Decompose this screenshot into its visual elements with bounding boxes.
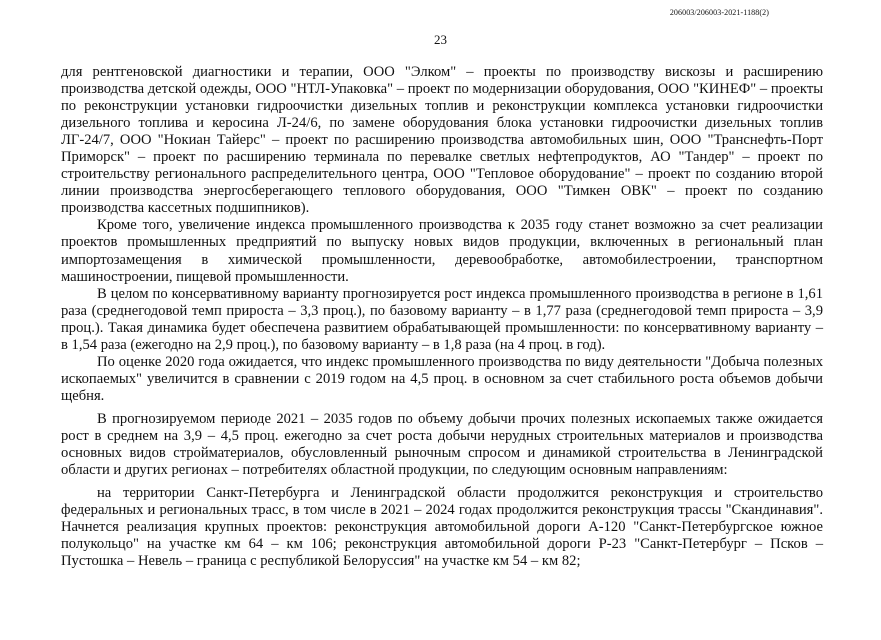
paragraph: на территории Санкт-Петербурга и Ленинградской области продолжится реконструкция и строительство федеральных и региональных трасс, в том числе в 2021 – 2024 годах продолжится реконструкция трассы "Скандинавия". Начнется реализация крупных проектов: реконструкция автомобильной дороги А-120 "Санкт-Петербургское южное полукольцо" на участке км 64 – км 106; реконструкция автомобильной дороги Р-23 "Санкт-Петербург – Псков – Пустошка – Невель – граница с республикой Белоруссия" на участке км 54 – км 82; xyxy=(61,485,823,570)
paragraph: В целом по консервативному варианту прогнозируется рост индекса промышленного производства в регионе в 1,61 раза (среднегодовой темп прироста – 3,3 проц.), по базовому варианту – в 1,77 раза (среднегодовой темп прироста – 3,9 проц.). Такая динамика будет обеспечена развитием обрабатывающей промышленности: по консервативному варианту – в 1,54 раза (ежегодно на 2,9 проц.), по базовому варианту – в 1,8 раза (на 4 проц. в год). xyxy=(61,285,823,353)
document-id: 206003/206003-2021-1188(2) xyxy=(669,8,769,17)
document-body xyxy=(61,64,823,570)
paragraph: Кроме того, увеличение индекса промышленного производства к 2035 году станет возможно за счет реализации проектов промышленных предприятий по выпуску новых видов продукции, включенных в региональный план импортозамещения в химической промышленности, деревообработке, автомобилестроении, транспортном машиностроении, пищевой промышленности. xyxy=(61,217,823,285)
paragraph: По оценке 2020 года ожидается, что индекс промышленного производства по виду деятельности "Добыча полезных ископаемых" увеличится в сравнении с 2019 годом на 4,5 проц. в основном за счет стабильного роста объемов добычи щебня. xyxy=(61,353,823,404)
paragraph: В прогнозируемом периоде 2021 – 2035 годов по объему добычи прочих полезных ископаемых также ожидается рост в среднем на 3,9 – 4,5 проц. ежегодно за счет роста добычи нерудных строительных материалов и производства основных видов стройматериалов, обусловленный рыночным спросом и динамикой строительства в Ленинградской области и других регионах – потребителях областной продукции, по следующим основным направлениям: xyxy=(61,410,823,479)
paragraph-continued: для рентгеновской диагностики и терапии, ООО "Элком" – проекты по производству вискозы и расширению производства детской одежды, ООО "НТЛ-Упаковка" – проект по модернизации оборудования, ООО "КИНЕФ" – проекты по реконструкции установки гидроочистки дизельных топлив и реконструкции комплекса установки гидроочистки дизельного топлива и керосина Л-24/6, по замене оборудования блока установки гидроочистки дизельных топлив ЛГ-24/7, ООО "Нокиан Тайерс" – проект по расширению производства автомобильных шин, ООО "Транснефть-Порт Приморск" – проект по расширению терминала по перевалке светлых нефтепродуктов, АО "Тандер" – проект по строительству регионального распределительного центра, ООО "Тепловое оборудование" – проект по созданию второй линии производства энергосберегающего теплового оборудования, ООО "Тимкен ОВК" – проект по созданию производства кассетных подшипников). xyxy=(61,64,823,217)
page-number: 23 xyxy=(434,32,447,47)
